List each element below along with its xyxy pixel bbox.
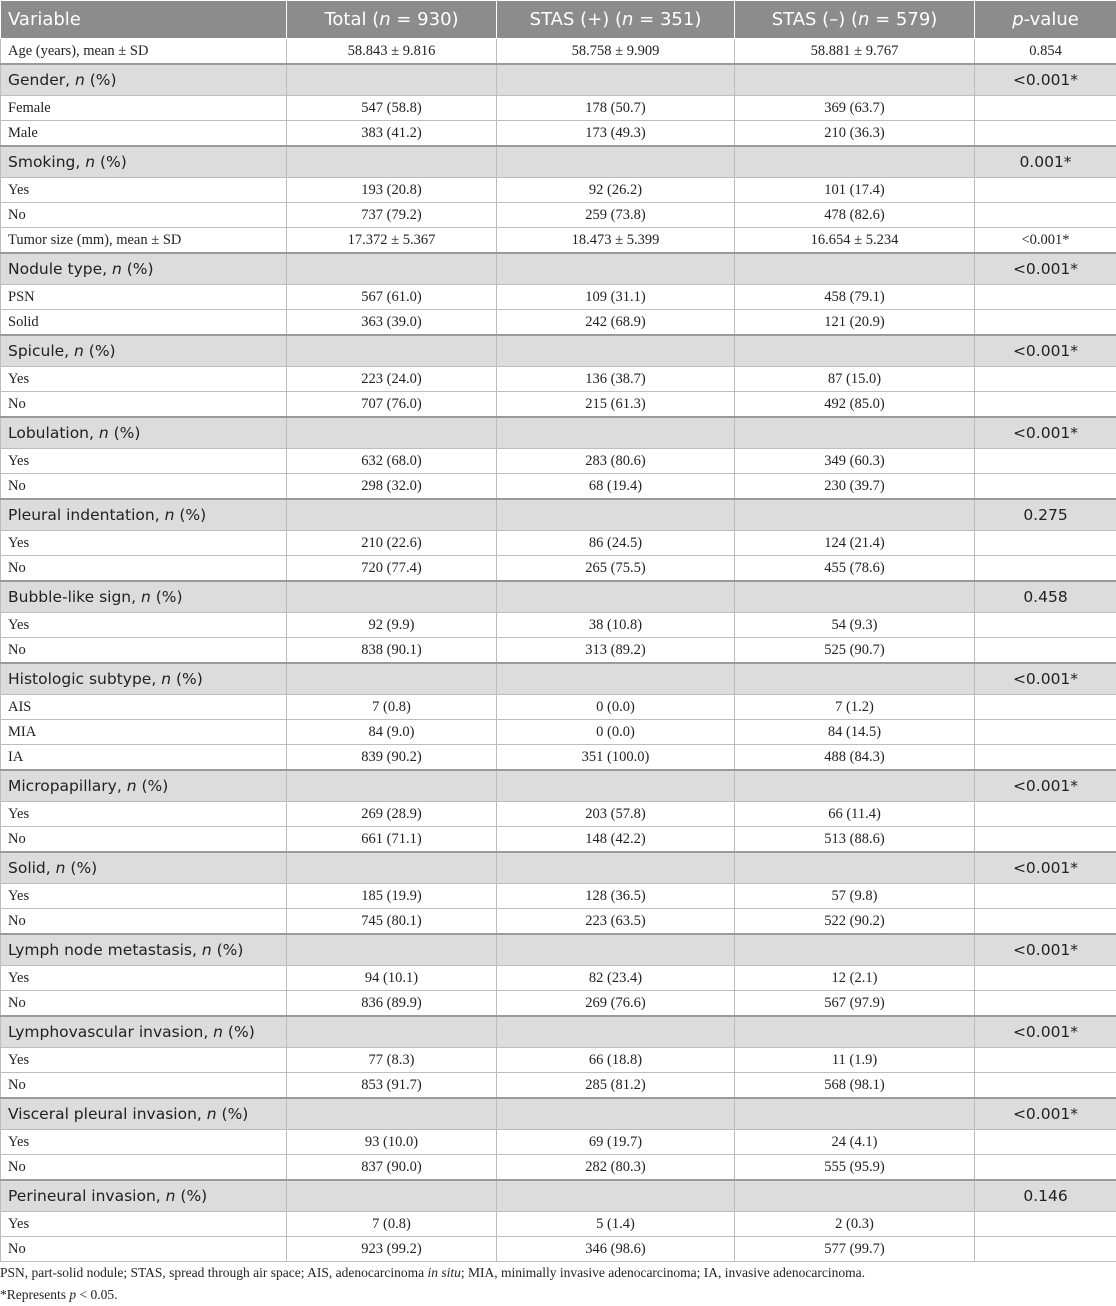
cell-p-value: 0.001* (975, 146, 1116, 178)
cell-total: 94 (10.1) (287, 966, 497, 991)
cell-stas-positive: 0 (0.0) (497, 695, 735, 720)
cell-p-value (975, 638, 1116, 664)
cell-stas-negative: 210 (36.3) (735, 121, 975, 147)
row-label: Yes (1, 1212, 287, 1237)
cell-total: 737 (79.2) (287, 203, 497, 228)
cell-p-value (975, 1130, 1116, 1155)
cell-p-value (975, 695, 1116, 720)
cell-p-value (975, 556, 1116, 582)
section-label: Visceral pleural invasion, n (%) (1, 1098, 287, 1130)
section-header-row (1, 852, 1116, 884)
cell-p-value (975, 367, 1116, 392)
cell-stas-positive: 346 (98.6) (497, 1237, 735, 1262)
header-stas-negative: STAS (–) (n = 579) (735, 1, 975, 39)
cell-total (287, 934, 497, 966)
cell-p-value (975, 1048, 1116, 1073)
row-label: No (1, 991, 287, 1017)
section-label: Smoking, n (%) (1, 146, 287, 178)
cell-p-value: <0.001* (975, 1016, 1116, 1048)
cell-stas-negative (735, 417, 975, 449)
row-label: Yes (1, 1048, 287, 1073)
cell-stas-negative: 522 (90.2) (735, 909, 975, 935)
cell-p-value (975, 720, 1116, 745)
cell-stas-positive: 109 (31.1) (497, 285, 735, 310)
cell-p-value: <0.001* (975, 663, 1116, 695)
table-row (1, 310, 1116, 336)
cell-stas-negative: 2 (0.3) (735, 1212, 975, 1237)
cell-p-value (975, 1212, 1116, 1237)
cell-stas-negative (735, 663, 975, 695)
cell-stas-positive (497, 1098, 735, 1130)
cell-p-value (975, 531, 1116, 556)
footnote-abbreviations: PSN, part-solid nodule; STAS, spread through air space; AIS, adenocarcinoma in situ; MIA, minimally invasive adenocarcinoma; IA, invasive adenocarcinoma. (0, 1262, 1116, 1284)
cell-total: 567 (61.0) (287, 285, 497, 310)
cell-stas-negative: 458 (79.1) (735, 285, 975, 310)
cell-stas-negative: 478 (82.6) (735, 203, 975, 228)
cell-total: 836 (89.9) (287, 991, 497, 1017)
cell-stas-positive: 38 (10.8) (497, 613, 735, 638)
cell-total (287, 852, 497, 884)
section-label: Perineural invasion, n (%) (1, 1180, 287, 1212)
header-stas-positive: STAS (+) (n = 351) (497, 1, 735, 39)
cell-stas-negative: 84 (14.5) (735, 720, 975, 745)
cell-stas-negative: 230 (39.7) (735, 474, 975, 500)
cell-stas-positive: 313 (89.2) (497, 638, 735, 664)
cell-total: 7 (0.8) (287, 1212, 497, 1237)
row-label: Yes (1, 367, 287, 392)
section-header-row (1, 335, 1116, 367)
section-header-row (1, 770, 1116, 802)
section-header-row (1, 253, 1116, 285)
cell-stas-negative: 58.881 ± 9.767 (735, 39, 975, 65)
section-header-row (1, 417, 1116, 449)
cell-stas-positive: 178 (50.7) (497, 96, 735, 121)
cell-p-value (975, 802, 1116, 827)
cell-stas-positive: 351 (100.0) (497, 745, 735, 771)
table-row (1, 449, 1116, 474)
cell-stas-positive (497, 934, 735, 966)
cell-stas-positive: 82 (23.4) (497, 966, 735, 991)
table-row (1, 827, 1116, 853)
cell-p-value (975, 474, 1116, 500)
section-header-row (1, 499, 1116, 531)
table-row (1, 884, 1116, 909)
row-label: Yes (1, 531, 287, 556)
cell-stas-negative: 568 (98.1) (735, 1073, 975, 1099)
table-row (1, 638, 1116, 664)
section-label: Nodule type, n (%) (1, 253, 287, 285)
section-header-row (1, 663, 1116, 695)
row-label: No (1, 1155, 287, 1181)
cell-p-value: <0.001* (975, 852, 1116, 884)
cell-stas-positive: 173 (49.3) (497, 121, 735, 147)
cell-total: 298 (32.0) (287, 474, 497, 500)
cell-stas-negative: 488 (84.3) (735, 745, 975, 771)
section-label: Bubble-like sign, n (%) (1, 581, 287, 613)
cell-total: 838 (90.1) (287, 638, 497, 664)
row-label: No (1, 556, 287, 582)
table-row (1, 121, 1116, 147)
row-label: Yes (1, 613, 287, 638)
section-label: Pleural indentation, n (%) (1, 499, 287, 531)
cell-total (287, 1180, 497, 1212)
cell-total: 363 (39.0) (287, 310, 497, 336)
table-body (1, 39, 1116, 1262)
cell-total (287, 253, 497, 285)
cell-p-value: 0.458 (975, 581, 1116, 613)
cell-stas-negative (735, 1180, 975, 1212)
cell-stas-positive: 269 (76.6) (497, 991, 735, 1017)
table-row (1, 39, 1116, 65)
cell-total: 839 (90.2) (287, 745, 497, 771)
cell-total: 17.372 ± 5.367 (287, 228, 497, 254)
cell-stas-positive: 259 (73.8) (497, 203, 735, 228)
cell-stas-positive (497, 852, 735, 884)
cell-total: 210 (22.6) (287, 531, 497, 556)
cell-p-value (975, 96, 1116, 121)
cell-total (287, 1016, 497, 1048)
cell-total: 707 (76.0) (287, 392, 497, 418)
cell-stas-positive: 92 (26.2) (497, 178, 735, 203)
cell-p-value (975, 310, 1116, 336)
row-label: Male (1, 121, 287, 147)
cell-stas-positive (497, 335, 735, 367)
table-row (1, 1073, 1116, 1099)
table-row (1, 1048, 1116, 1073)
cell-p-value (975, 909, 1116, 935)
cell-p-value (975, 745, 1116, 771)
cell-total (287, 417, 497, 449)
cell-total: 853 (91.7) (287, 1073, 497, 1099)
cell-total (287, 1098, 497, 1130)
cell-total: 58.843 ± 9.816 (287, 39, 497, 65)
table-row (1, 556, 1116, 582)
cell-stas-negative (735, 934, 975, 966)
cell-total (287, 64, 497, 96)
cell-total: 92 (9.9) (287, 613, 497, 638)
table-row (1, 1237, 1116, 1262)
cell-total: 84 (9.0) (287, 720, 497, 745)
cell-p-value (975, 449, 1116, 474)
section-label: Spicule, n (%) (1, 335, 287, 367)
cell-stas-positive: 5 (1.4) (497, 1212, 735, 1237)
header-variable: Variable (1, 1, 287, 39)
cell-stas-positive (497, 146, 735, 178)
cell-stas-positive: 148 (42.2) (497, 827, 735, 853)
table-row (1, 1130, 1116, 1155)
section-header-row (1, 146, 1116, 178)
cell-stas-positive: 203 (57.8) (497, 802, 735, 827)
cell-p-value: <0.001* (975, 770, 1116, 802)
cell-p-value: 0.854 (975, 39, 1116, 65)
cell-p-value (975, 1155, 1116, 1181)
cell-total: 547 (58.8) (287, 96, 497, 121)
cell-stas-positive: 223 (63.5) (497, 909, 735, 935)
cell-stas-positive (497, 663, 735, 695)
cell-stas-positive (497, 253, 735, 285)
cell-p-value (975, 613, 1116, 638)
cell-stas-positive: 215 (61.3) (497, 392, 735, 418)
cell-stas-positive (497, 417, 735, 449)
row-label: AIS (1, 695, 287, 720)
section-header-row (1, 1098, 1116, 1130)
cell-total: 923 (99.2) (287, 1237, 497, 1262)
cell-stas-negative: 121 (20.9) (735, 310, 975, 336)
cell-stas-positive: 68 (19.4) (497, 474, 735, 500)
cell-stas-positive (497, 64, 735, 96)
cell-stas-negative: 369 (63.7) (735, 96, 975, 121)
table-row (1, 991, 1116, 1017)
table-footnotes (0, 1262, 1116, 1306)
cell-total (287, 335, 497, 367)
cell-total: 7 (0.8) (287, 695, 497, 720)
cell-p-value: <0.001* (975, 64, 1116, 96)
cell-total: 193 (20.8) (287, 178, 497, 203)
cell-p-value: <0.001* (975, 1098, 1116, 1130)
cell-total (287, 663, 497, 695)
footnote-significance: *Represents p < 0.05. (0, 1284, 1116, 1306)
cell-stas-positive: 282 (80.3) (497, 1155, 735, 1181)
cell-stas-negative: 54 (9.3) (735, 613, 975, 638)
section-header-row (1, 581, 1116, 613)
cell-stas-positive (497, 499, 735, 531)
cell-stas-positive: 265 (75.5) (497, 556, 735, 582)
cell-stas-negative (735, 335, 975, 367)
table-row (1, 745, 1116, 771)
cell-stas-positive (497, 1180, 735, 1212)
table-row (1, 909, 1116, 935)
cell-stas-negative: 555 (95.9) (735, 1155, 975, 1181)
table-row (1, 178, 1116, 203)
cell-stas-negative (735, 253, 975, 285)
cell-stas-positive (497, 770, 735, 802)
table-row (1, 695, 1116, 720)
section-label: Lobulation, n (%) (1, 417, 287, 449)
row-label: No (1, 1073, 287, 1099)
cell-stas-negative: 101 (17.4) (735, 178, 975, 203)
cell-p-value: 0.146 (975, 1180, 1116, 1212)
row-label: Yes (1, 178, 287, 203)
cell-p-value: <0.001* (975, 253, 1116, 285)
cell-stas-negative: 525 (90.7) (735, 638, 975, 664)
row-label: Yes (1, 449, 287, 474)
table-row (1, 474, 1116, 500)
cell-stas-negative: 16.654 ± 5.234 (735, 228, 975, 254)
cell-total (287, 770, 497, 802)
section-label: Histologic subtype, n (%) (1, 663, 287, 695)
row-label: PSN (1, 285, 287, 310)
row-label: IA (1, 745, 287, 771)
cell-total: 185 (19.9) (287, 884, 497, 909)
cell-total (287, 499, 497, 531)
cell-total: 632 (68.0) (287, 449, 497, 474)
cell-stas-positive (497, 1016, 735, 1048)
row-label: No (1, 474, 287, 500)
cell-p-value: <0.001* (975, 934, 1116, 966)
cell-total: 93 (10.0) (287, 1130, 497, 1155)
table-row (1, 966, 1116, 991)
cell-stas-negative (735, 1016, 975, 1048)
cell-stas-negative: 577 (99.7) (735, 1237, 975, 1262)
cell-total: 720 (77.4) (287, 556, 497, 582)
cell-p-value (975, 1073, 1116, 1099)
cell-p-value (975, 991, 1116, 1017)
section-label: Lymph node metastasis, n (%) (1, 934, 287, 966)
row-label: Solid (1, 310, 287, 336)
cell-stas-negative (735, 499, 975, 531)
row-label: No (1, 392, 287, 418)
cell-p-value (975, 392, 1116, 418)
cell-stas-positive: 18.473 ± 5.399 (497, 228, 735, 254)
cell-stas-positive: 86 (24.5) (497, 531, 735, 556)
table-row (1, 613, 1116, 638)
cell-stas-negative: 124 (21.4) (735, 531, 975, 556)
header-row (1, 1, 1116, 39)
cell-total: 837 (90.0) (287, 1155, 497, 1181)
cell-p-value (975, 966, 1116, 991)
cell-stas-positive: 285 (81.2) (497, 1073, 735, 1099)
cell-p-value: 0.275 (975, 499, 1116, 531)
cell-stas-negative: 57 (9.8) (735, 884, 975, 909)
row-label: No (1, 1237, 287, 1262)
row-label: MIA (1, 720, 287, 745)
cell-total: 661 (71.1) (287, 827, 497, 853)
cell-stas-negative (735, 852, 975, 884)
cell-stas-positive: 69 (19.7) (497, 1130, 735, 1155)
cell-p-value (975, 178, 1116, 203)
table-row (1, 96, 1116, 121)
cell-stas-positive: 0 (0.0) (497, 720, 735, 745)
row-label: No (1, 638, 287, 664)
cell-stas-negative: 66 (11.4) (735, 802, 975, 827)
cell-stas-negative: 513 (88.6) (735, 827, 975, 853)
cell-stas-positive: 242 (68.9) (497, 310, 735, 336)
section-label: Gender, n (%) (1, 64, 287, 96)
row-label: No (1, 203, 287, 228)
cell-stas-negative: 24 (4.1) (735, 1130, 975, 1155)
row-label: Yes (1, 802, 287, 827)
table-row (1, 203, 1116, 228)
row-label: Female (1, 96, 287, 121)
section-header-row (1, 934, 1116, 966)
cell-total: 745 (80.1) (287, 909, 497, 935)
cell-stas-negative: 492 (85.0) (735, 392, 975, 418)
table-row (1, 392, 1116, 418)
row-label: Tumor size (mm), mean ± SD (1, 228, 287, 254)
cell-stas-negative: 12 (2.1) (735, 966, 975, 991)
cell-p-value (975, 121, 1116, 147)
cell-p-value (975, 827, 1116, 853)
cell-total (287, 146, 497, 178)
cell-total: 269 (28.9) (287, 802, 497, 827)
cell-stas-negative: 87 (15.0) (735, 367, 975, 392)
cell-stas-positive: 66 (18.8) (497, 1048, 735, 1073)
table-row (1, 285, 1116, 310)
row-label: Yes (1, 966, 287, 991)
table-row (1, 228, 1116, 254)
cell-stas-negative: 567 (97.9) (735, 991, 975, 1017)
table-row (1, 1155, 1116, 1181)
row-label: No (1, 827, 287, 853)
cell-stas-positive (497, 581, 735, 613)
cell-stas-negative (735, 581, 975, 613)
row-label: Yes (1, 884, 287, 909)
cell-p-value (975, 884, 1116, 909)
cell-p-value (975, 1237, 1116, 1262)
cell-stas-negative: 455 (78.6) (735, 556, 975, 582)
cell-stas-negative (735, 146, 975, 178)
cell-p-value: <0.001* (975, 228, 1116, 254)
table-row (1, 531, 1116, 556)
cell-p-value: <0.001* (975, 335, 1116, 367)
section-header-row (1, 64, 1116, 96)
section-label: Lymphovascular invasion, n (%) (1, 1016, 287, 1048)
table-row (1, 720, 1116, 745)
cell-stas-negative (735, 64, 975, 96)
row-label: Yes (1, 1130, 287, 1155)
header-total: Total (n = 930) (287, 1, 497, 39)
cell-total: 77 (8.3) (287, 1048, 497, 1073)
table-row (1, 802, 1116, 827)
section-label: Micropapillary, n (%) (1, 770, 287, 802)
table-row (1, 1212, 1116, 1237)
cell-stas-negative: 11 (1.9) (735, 1048, 975, 1073)
cell-stas-negative: 349 (60.3) (735, 449, 975, 474)
cell-p-value (975, 203, 1116, 228)
section-header-row (1, 1180, 1116, 1212)
cell-total: 223 (24.0) (287, 367, 497, 392)
cell-stas-positive: 283 (80.6) (497, 449, 735, 474)
header-p-value: p-value (975, 1, 1116, 39)
cell-stas-positive: 128 (36.5) (497, 884, 735, 909)
row-label: No (1, 909, 287, 935)
section-header-row (1, 1016, 1116, 1048)
cell-stas-negative: 7 (1.2) (735, 695, 975, 720)
cell-total (287, 581, 497, 613)
cell-stas-negative (735, 770, 975, 802)
cell-total: 383 (41.2) (287, 121, 497, 147)
section-label: Solid, n (%) (1, 852, 287, 884)
cell-p-value (975, 285, 1116, 310)
cell-stas-negative (735, 1098, 975, 1130)
table-row (1, 367, 1116, 392)
row-label: Age (years), mean ± SD (1, 39, 287, 65)
cell-stas-positive: 136 (38.7) (497, 367, 735, 392)
cell-p-value: <0.001* (975, 417, 1116, 449)
cell-stas-positive: 58.758 ± 9.909 (497, 39, 735, 65)
